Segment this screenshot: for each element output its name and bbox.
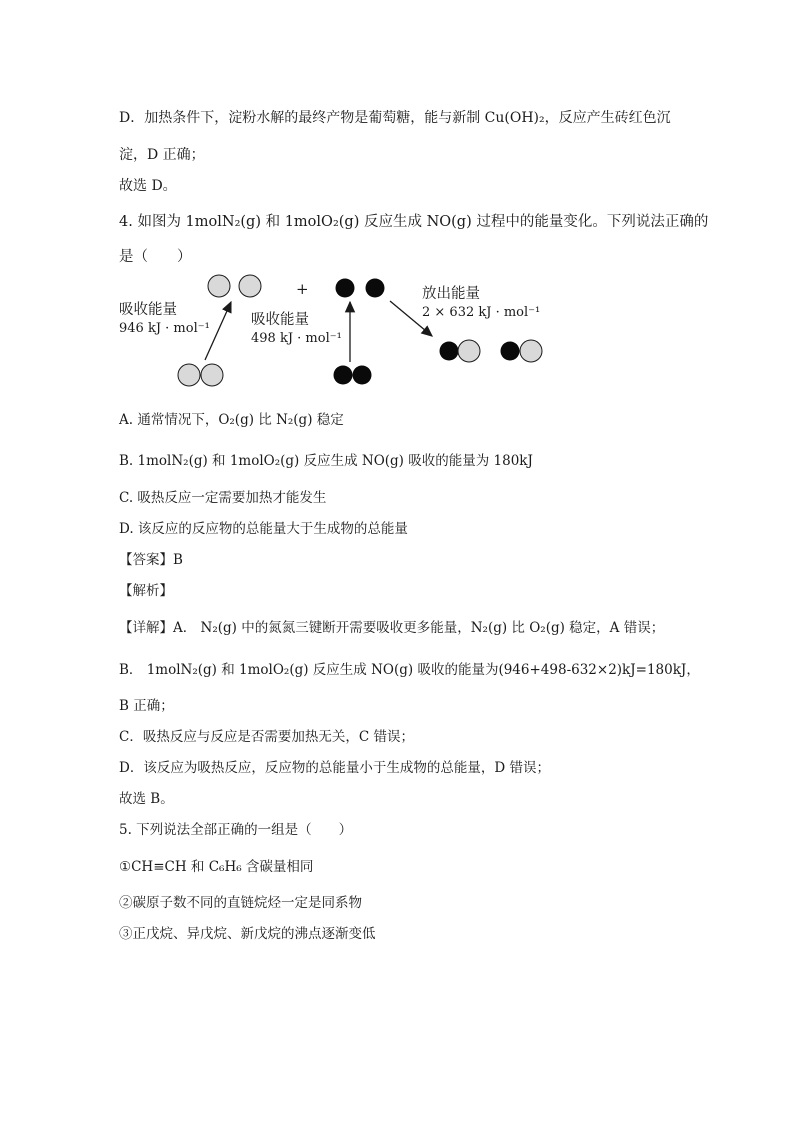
analysis-heading: 【解析】 <box>119 583 173 599</box>
explanation-line: B 正确； <box>119 698 174 714</box>
no-molecule-o-atom <box>440 342 459 361</box>
release-value: 2 × 632 kJ · mol⁻¹ <box>422 305 541 320</box>
release-label: 放出能量 <box>422 286 480 302</box>
question-5-stem: 5. 下列说法全部正确的一组是（ ） <box>119 822 353 838</box>
question-4-stem: 4. 如图为 1molN₂(g) 和 1molO₂(g) 反应生成 NO(g) 过程中的能量变化。下列说法正确的 <box>119 214 709 230</box>
absorb-label-o2: 吸收能量 <box>251 312 309 328</box>
n-atom <box>208 275 230 297</box>
option-c: C. 吸热反应一定需要加热才能发生 <box>119 490 327 506</box>
no-molecule-n-atom <box>520 340 542 362</box>
absorb-value-o2: 498 kJ · mol⁻¹ <box>251 331 342 346</box>
absorb-label-n2: 吸收能量 <box>119 302 177 318</box>
explanation-line: D．该反应为吸热反应，反应物的总能量小于生成物的总能量，D 错误； <box>119 760 550 776</box>
option-b: B. 1molN₂(g) 和 1molO₂(g) 反应生成 NO(g) 吸收的能量为 180kJ <box>119 453 533 469</box>
explanation-line: B． 1molN₂(g) 和 1molO₂(g) 反应生成 NO(g) 吸收的能量为(946+498-632×2)kJ=180kJ， <box>119 662 700 678</box>
text-line: 故选 D。 <box>119 178 177 194</box>
plus-sign: + <box>296 280 309 298</box>
o-atom <box>366 279 385 298</box>
question-4-stem-end: 是（ ） <box>119 249 192 265</box>
text-line: 淀，D 正确； <box>119 147 205 163</box>
statement-2: ②碳原子数不同的直链烷烃一定是同系物 <box>119 895 362 911</box>
o-atom <box>336 279 355 298</box>
text-line: D．加热条件下，淀粉水解的最终产物是葡萄糖，能与新制 Cu(OH)₂，反应产生砖红色沉 <box>119 110 671 126</box>
n2-molecule-atom <box>178 364 200 386</box>
option-d: D. 该反应的反应物的总能量大于生成物的总能量 <box>119 521 408 537</box>
explanation-line: C．吸热反应与反应是否需要加热无关，C 错误； <box>119 729 414 745</box>
statement-1: ①CH≡CH 和 C₆H₆ 含碳量相同 <box>119 859 314 875</box>
explanation-line: 【详解】A． N₂(g) 中的氮氮三键断开需要吸收更多能量，N₂(g) 比 O₂(g) 稳定，A 错误； <box>119 620 665 636</box>
answer-line: 【答案】B <box>119 552 183 568</box>
no-molecule-n-atom <box>458 340 480 362</box>
n2-molecule-atom <box>201 364 223 386</box>
explanation-line: 故选 B。 <box>119 791 174 807</box>
n-atom <box>239 275 261 297</box>
o2-molecule-atom <box>353 366 372 385</box>
option-a: A. 通常情况下，O₂(g) 比 N₂(g) 稳定 <box>119 412 344 428</box>
o2-molecule-atom <box>334 366 353 385</box>
no-molecule-o-atom <box>501 342 520 361</box>
absorb-value-n2: 946 kJ · mol⁻¹ <box>119 321 210 336</box>
statement-3: ③正戊烷、异戊烷、新戊烷的沸点逐渐变低 <box>119 926 376 942</box>
